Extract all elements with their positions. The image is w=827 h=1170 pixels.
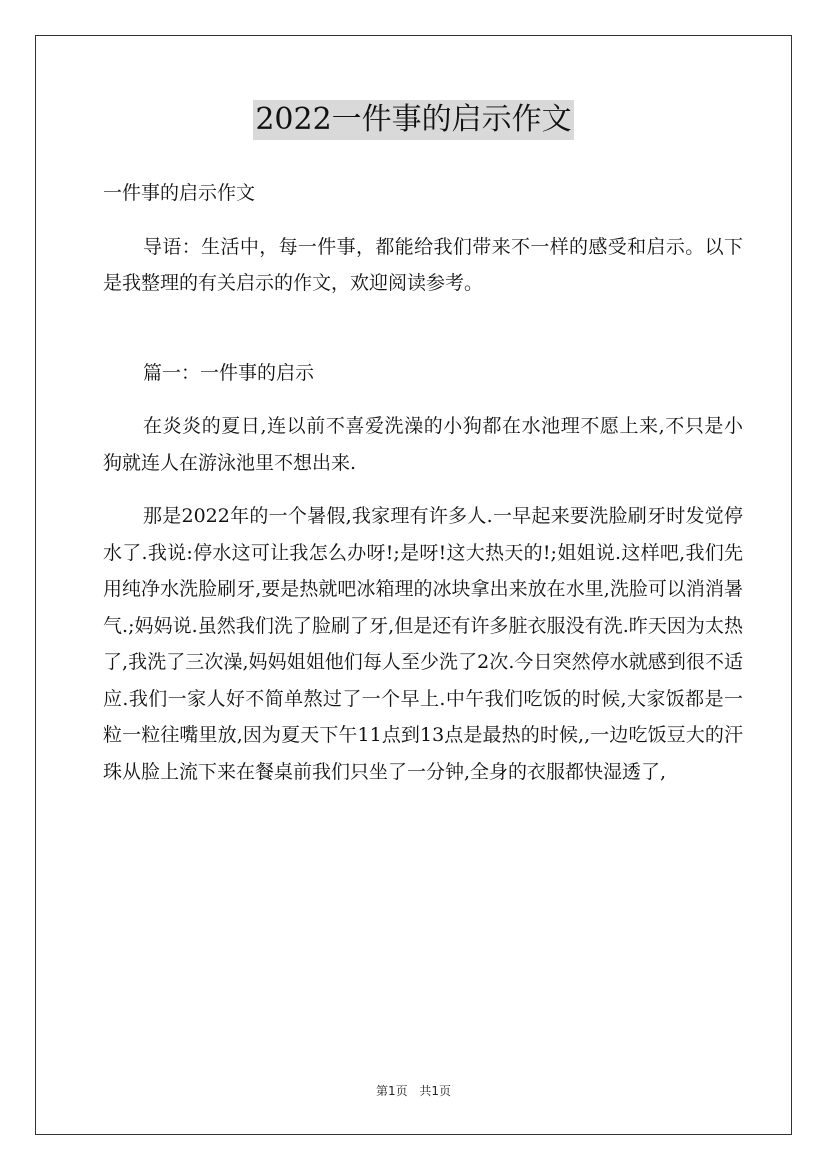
title-wrap — [0, 100, 827, 140]
document-body — [103, 175, 743, 807]
section-heading: 篇一：一件事的启示 — [143, 361, 315, 384]
total-pages: 共1页 — [419, 1084, 452, 1098]
page-number: 第1页 — [375, 1084, 408, 1098]
body-paragraph-1: 在炎炎的夏日,连以前不喜爱洗澡的小狗都在水池理不愿上来,不只是小狗就连人在游泳池里不想出来. — [103, 415, 743, 474]
page-footer — [0, 1082, 827, 1099]
document-title: 2022一件事的启示作文 — [253, 100, 573, 140]
document-subtitle: 一件事的启示作文 — [103, 182, 256, 204]
body-paragraph-2: 那是2022年的一个暑假,我家理有许多人.一早起来要洗脸刷牙时发觉停水了.我说:停水这可让我怎么办呀!;是呀!这大热天的!;姐姐说.这样吧,我们先用纯净水洗脸刷牙,要是热就吧冰箱理的冰块拿出来放在水里,洗脸可以消消暑气.;妈妈说.虽然我们洗了脸刷了牙,但是还有许多脏衣服没有洗.昨天因为太热了,我洗了三次澡,妈妈姐姐他们每人至少洗了2次.今日突然停水就感到很不适应.我们一家人好不简单熬过了一个早上.中午我们吃饭的时候,大家饭都是一粒一粒往嘴里放,因为夏天下午11点到13点是最热的时候,,一边吃饭豆大的汗珠从脸上流下来在餐桌前我们只坐了一分钟,全身的衣服都快湿透了, — [103, 505, 743, 783]
intro-paragraph: 导语：生活中，每一件事，都能给我们带来不一样的感受和启示。以下是我整理的有关启示的作文，欢迎阅读参考。 — [103, 235, 743, 294]
blank-gap — [103, 319, 743, 355]
